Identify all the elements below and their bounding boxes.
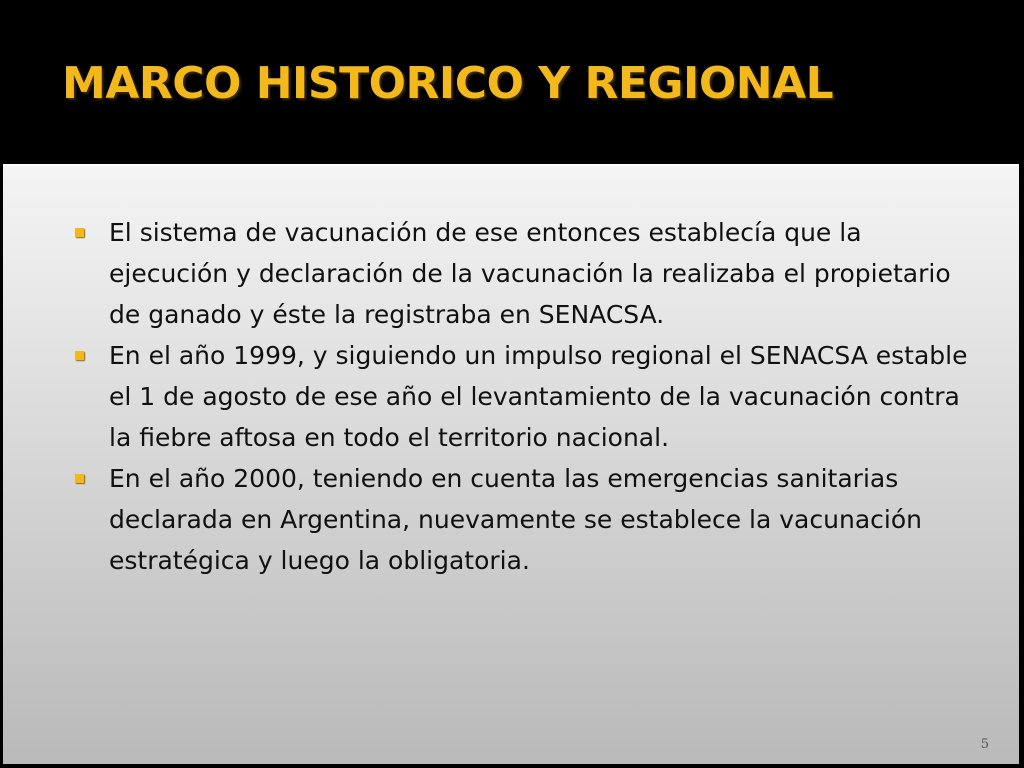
bullet-text: El sistema de vacunación de ese entonces establecía que la ejecución y declaración de la vacunación la realizaba el propietario de ganado y éste la registraba en SENACSA. — [109, 218, 951, 329]
square-bullet-icon — [75, 351, 84, 360]
bullet-list — [73, 212, 973, 581]
bullet-item — [73, 212, 973, 335]
bullet-item — [73, 335, 973, 458]
bullet-text: En el año 1999, y siguiendo un impulso regional el SENACSA estable el 1 de agosto de ese año el levantamiento de la vacunación contra la fiebre aftosa en todo el territorio nacional. — [109, 341, 968, 452]
square-bullet-icon — [75, 474, 84, 483]
content-panel — [3, 164, 1019, 764]
slide-title: MARCO HISTORICO Y REGIONAL — [62, 58, 834, 109]
bullet-item — [73, 458, 973, 581]
title-bar — [0, 0, 1024, 160]
bullet-text: En el año 2000, teniendo en cuenta las emergencias sanitarias declarada en Argentina, nuevamente se establece la vacunación estratégica y luego la obligatoria. — [109, 464, 922, 575]
slide-number: 5 — [980, 737, 989, 752]
square-bullet-icon — [75, 228, 84, 237]
